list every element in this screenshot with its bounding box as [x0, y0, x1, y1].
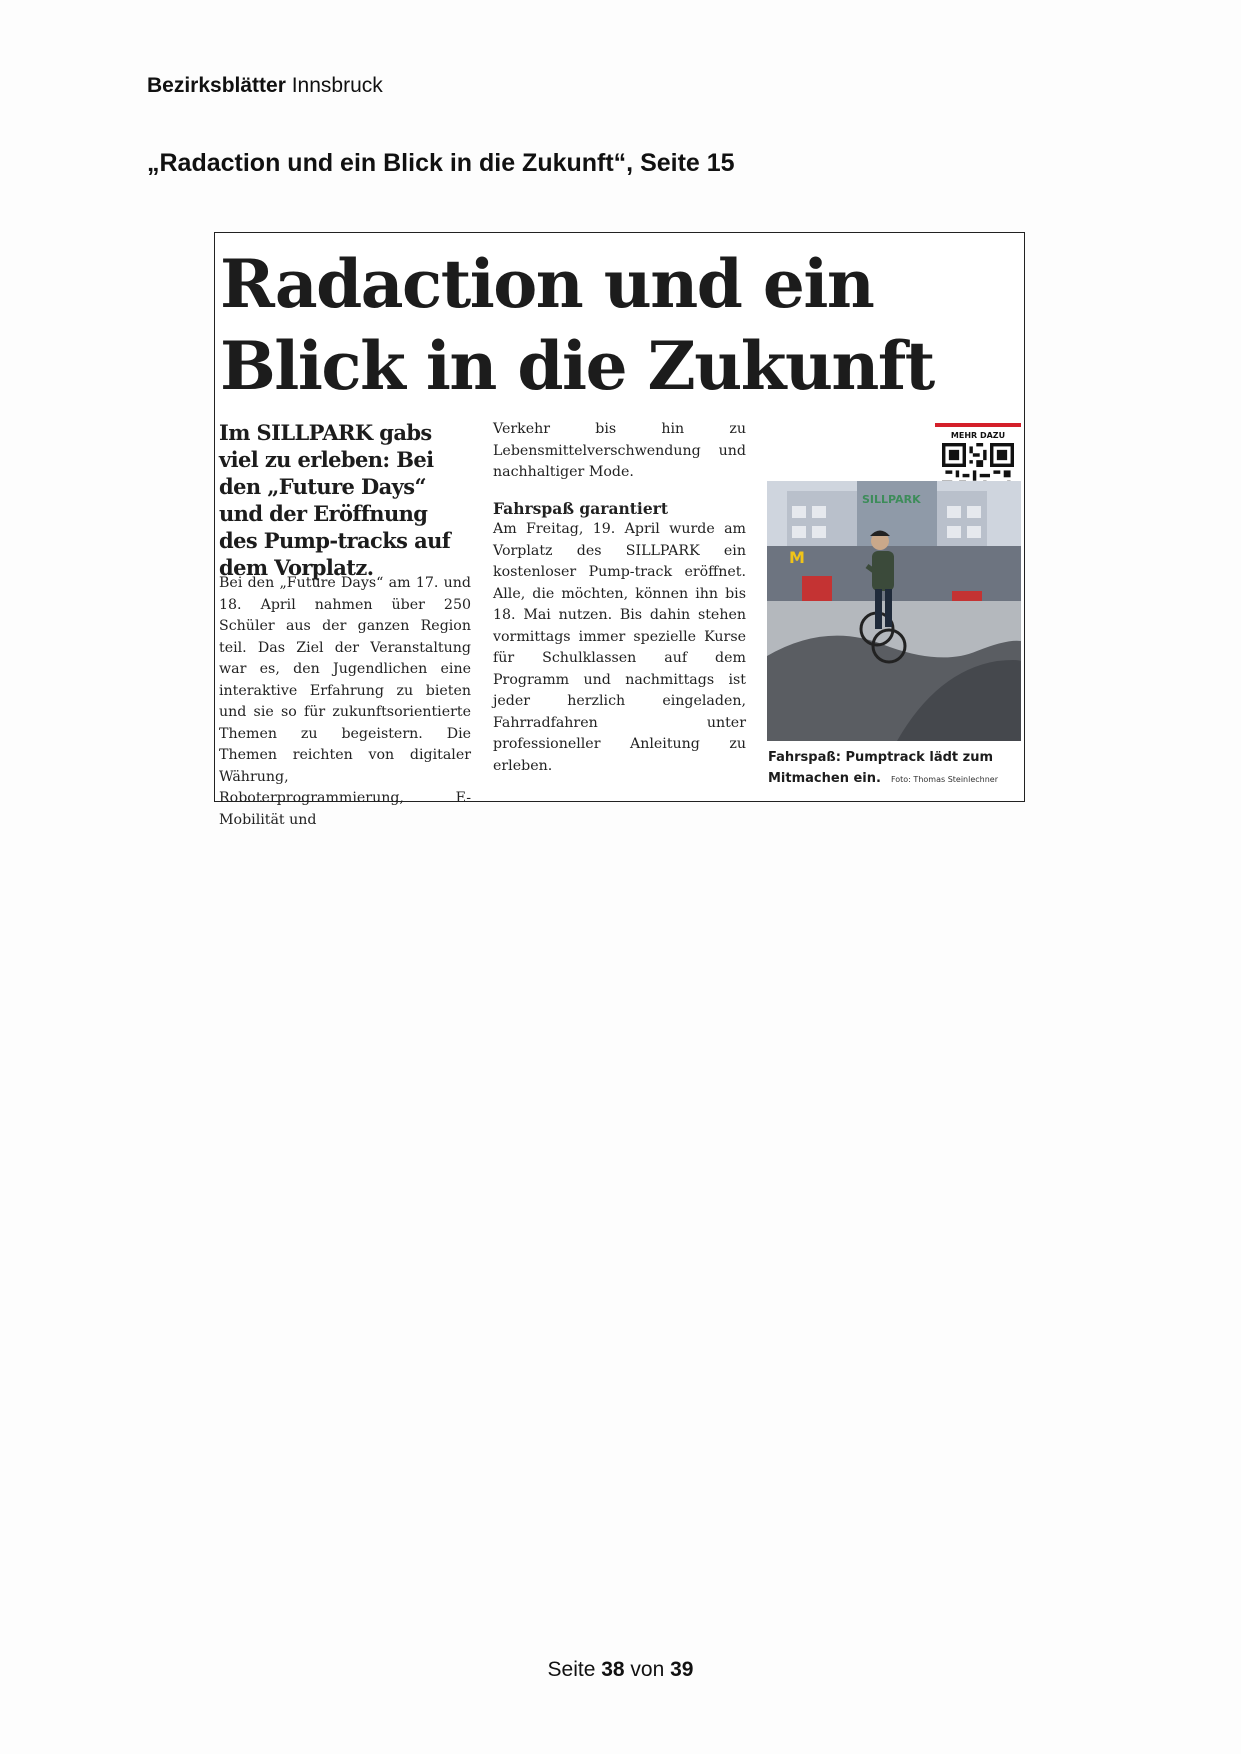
headline-line-1: Radaction und ein: [220, 245, 874, 323]
footer-middle: von: [624, 1658, 671, 1681]
article-lead: Im SILLPARK gabs viel zu erleben: Bei den „Future Days“ und der Eröffnung des Pump-tracks auf dem Vorplatz.: [219, 420, 451, 580]
article-column-2: [493, 419, 746, 777]
current-page-number: 38: [601, 1658, 625, 1681]
photo-sign-text: SILLPARK: [862, 493, 921, 506]
publication-name: Bezirksblätter: [147, 74, 286, 97]
svg-text:M: M: [789, 548, 805, 567]
publication-region: Innsbruck: [285, 74, 383, 97]
qr-label: MEHR DAZU: [950, 431, 1006, 440]
document-title: „Radaction und ein Blick in die Zukunft“, Seite 15: [147, 149, 735, 177]
article-photo: [767, 481, 1021, 741]
total-page-count: 39: [670, 1658, 694, 1681]
column-2-intro: Verkehr bis hin zu Lebensmittelverschwendung und nachhaltiger Mode.: [493, 421, 746, 480]
article-headline: [220, 243, 934, 407]
caption-text: Fahrspaß: Pumptrack lädt zum Mitmachen ein.: [768, 750, 993, 786]
newspaper-clipping: [214, 232, 1025, 828]
page-footer: [0, 1658, 1241, 1682]
publication-header: [147, 74, 383, 98]
article-subhead: Fahrspaß garantiert: [493, 498, 669, 518]
article-column-1: Bei den „Future Days“ am 17. und 18. April nahmen über 250 Schüler aus der ganzen Region teil. Das Ziel der Veranstaltung war es, den Jugendlichen eine interaktive Erfahrung zu bieten und sie so für zukunftsorientierte Themen zu begeistern. Die Themen reichten von digitaler Währung, Roboterprogrammierung, E-Mobilität und: [219, 575, 471, 828]
qr-accent-bar: [935, 423, 1021, 427]
photo-caption: [768, 747, 1024, 790]
headline-line-2: Blick in die Zukunft: [220, 327, 934, 405]
column-2-body: Am Freitag, 19. April wurde am Vorplatz des SILLPARK ein kostenloser Pump-track eröffnet. Alle, die möchten, können ihn bis 18. Mai nutzen. Bis dahin stehen vormittags immer spezielle Kurse für Schulklassen auf dem Programm und nachmittags ist jeder herzlich eingeladen, Fahrradfahren unter professioneller Anleitung zu erleben.: [493, 521, 746, 774]
footer-prefix: Seite: [547, 1658, 602, 1681]
photo-credit: Foto: Thomas Steinlechner: [890, 775, 999, 784]
pumptrack-photo-illustration: [767, 481, 1021, 741]
